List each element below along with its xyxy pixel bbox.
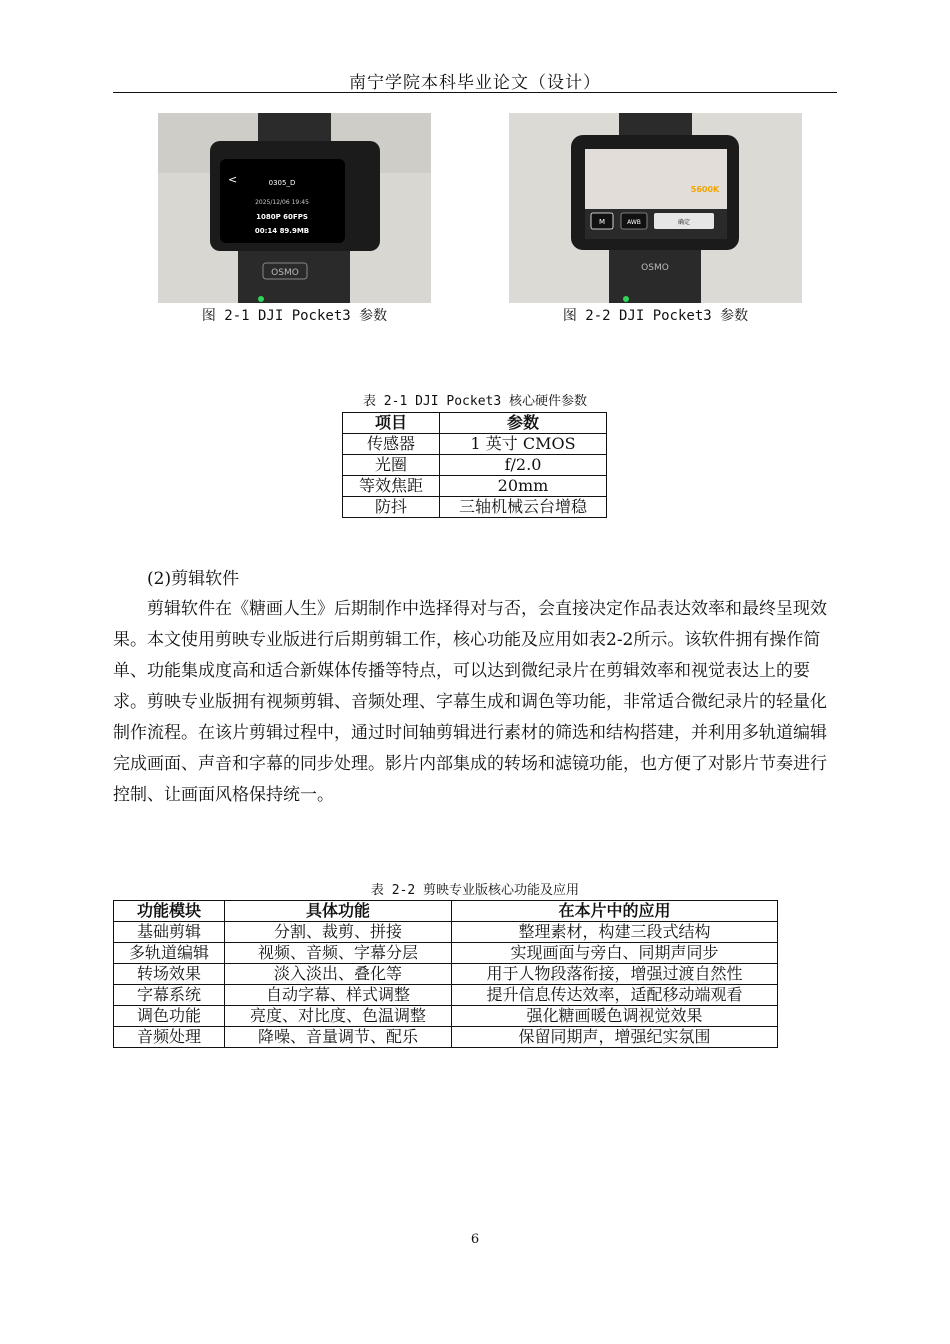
table-header-cell: 具体功能 xyxy=(225,901,452,922)
table-header-cell: 功能模块 xyxy=(114,901,225,922)
svg-text:5600K: 5600K xyxy=(690,185,720,194)
svg-text:AWB: AWB xyxy=(627,219,641,226)
figure-2-2-caption: 图 2-2 DJI Pocket3 参数 xyxy=(562,308,749,324)
table-2-1 xyxy=(342,412,607,518)
table-row: 音频处理 降噪、音量调节、配乐 保留同期声，增强纪实氛围 xyxy=(114,1027,778,1048)
table-row: 光圈 f/2.0 xyxy=(343,455,607,476)
svg-text:M: M xyxy=(598,218,606,226)
table-row: 防抖 三轴机械云台增稳 xyxy=(343,497,607,518)
svg-text:1080P 60FPS: 1080P 60FPS xyxy=(256,213,308,221)
header-rule xyxy=(113,92,837,93)
screen-back-icon: < xyxy=(228,173,238,186)
table-row: 基础剪辑 分割、裁剪、拼接 整理素材，构建三段式结构 xyxy=(114,922,778,943)
figure-2-1-photo xyxy=(158,113,431,303)
body-paragraph: 剪辑软件在《糖画人生》后期制作中选择得对与否，会直接决定作品表达效率和最终呈现效果。本文使用剪映专业版进行后期剪辑工作，核心功能及应用如表2-2所示。该软件拥有操作简单、功能集成度高和适合新媒体传播等特点，可以达到微纪录片在剪辑效率和视觉表达上的要求。剪映专业版拥有视频剪辑、音频处理、字幕生成和调色等功能，非常适合微纪录片的轻量化制作流程。在该片剪辑过程中，通过时间轴剪辑进行素材的筛选和结构搭建，并利用多轨道编辑完成画面、声音和字幕的同步处理。影片内部集成的转场和滤镜功能，也方便了对影片节奏进行控制、让画面风格保持统一。 xyxy=(113,599,827,805)
table-header-cell: 在本片中的应用 xyxy=(452,901,778,922)
table-2-2-caption: 表 2-2 剪映专业版核心功能及应用 xyxy=(370,883,580,898)
table-row: 字幕系统 自动字幕、样式调整 提升信息传达效率，适配移动端观看 xyxy=(114,985,778,1006)
table-header-cell: 参数 xyxy=(440,413,607,434)
page-header: 南宁学院本科毕业论文（设计） xyxy=(349,73,601,93)
svg-text:00:14 89.9MB: 00:14 89.9MB xyxy=(254,227,310,235)
svg-text:2025/12/06 19:45: 2025/12/06 19:45 xyxy=(255,199,309,206)
table-header-cell: 项目 xyxy=(343,413,440,434)
table-row: 多轨道编辑 视频、音频、字幕分层 实现画面与旁白、同期声同步 xyxy=(114,943,778,964)
table-row: 传感器 1 英寸 CMOS xyxy=(343,434,607,455)
figure-2-1-brand: OSMO xyxy=(271,268,299,278)
section-heading: (2)剪辑软件 xyxy=(147,569,240,589)
figure-2-2-photo xyxy=(509,113,802,303)
table-2-1-caption: 表 2-1 DJI Pocket3 核心硬件参数 xyxy=(362,394,588,409)
table-row: 调色功能 亮度、对比度、色温调整 强化糖画暖色调视觉效果 xyxy=(114,1006,778,1027)
table-row: 等效焦距 20mm xyxy=(343,476,607,497)
figure-2-2-brand: OSMO xyxy=(641,263,669,273)
table-2-2 xyxy=(113,900,778,1048)
table-row: 转场效果 淡入淡出、叠化等 用于人物段落衔接，增强过渡自然性 xyxy=(114,964,778,985)
figure-2-1-caption: 图 2-1 DJI Pocket3 参数 xyxy=(201,308,388,324)
svg-text:0305_D: 0305_D xyxy=(268,179,296,187)
svg-text:确定: 确定 xyxy=(677,219,691,226)
page-number: 6 xyxy=(470,1232,480,1247)
